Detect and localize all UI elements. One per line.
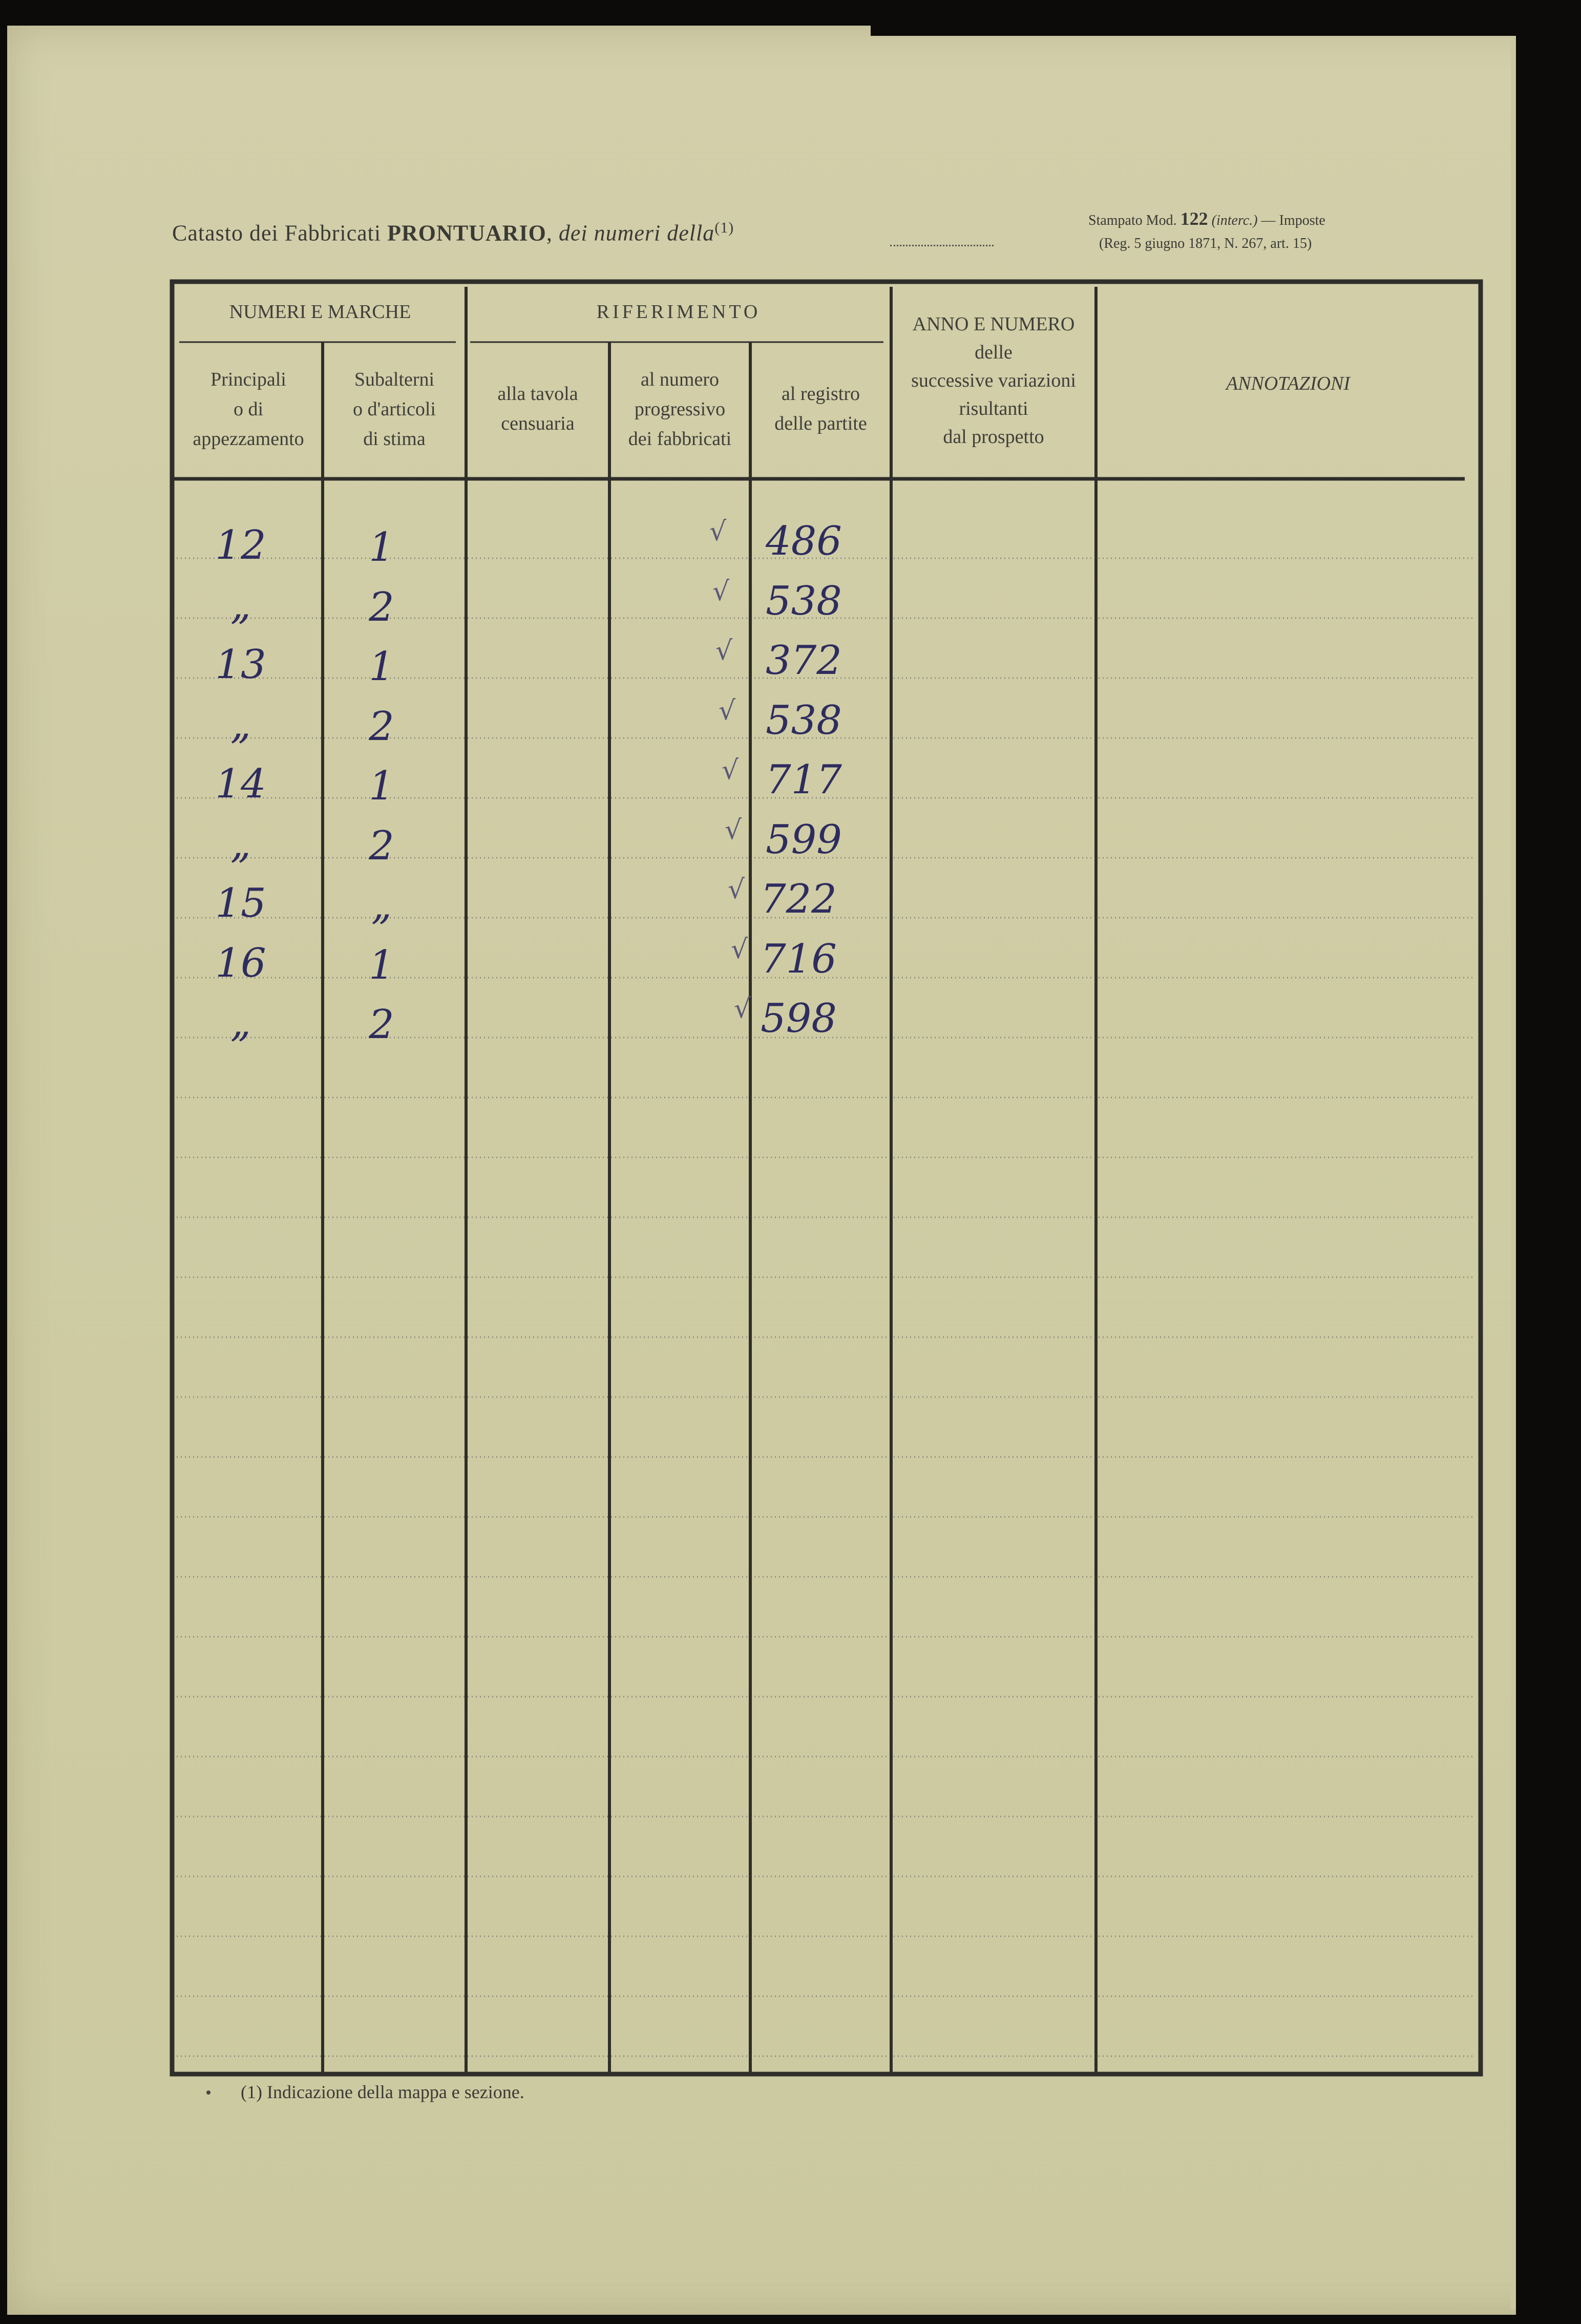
check-mark: √ [722,755,739,786]
cell-partita: 372 [766,638,842,684]
header-numeri-e-marche: NUMERI E MARCHE [229,301,411,323]
cell-partita: 598 [761,996,837,1042]
cell-partita: 716 [761,936,837,982]
header-tavola-line: censuaria [501,413,575,434]
cell-principale: „ [230,582,251,628]
check-mark: √ [709,516,727,547]
header-subalterni [323,365,466,454]
stamp-model-number: 122 [1180,208,1208,229]
header-riferimento: RIFERIMENTO [596,301,761,323]
header-progressivo-line: al numero [640,369,719,390]
cell-partita: 599 [766,816,842,863]
cell-partita: 538 [766,578,842,624]
cell-subalterno: 1 [369,644,394,690]
header-registro-line: al registro [781,383,860,405]
title-bold: PRONTUARIO [387,220,546,246]
cell-partita: 722 [761,876,837,922]
header-registro [750,379,891,438]
header-tavola [466,379,609,438]
header-subalterni-line: di stima [363,428,426,450]
header-anno-line: risultanti [959,398,1028,419]
cell-partita: 486 [766,518,842,564]
footnote-bullet [206,2090,210,2095]
header-progressivo-line: progressivo [634,398,726,420]
header-principali-line: o di [233,398,264,420]
stamp-prefix: Stampato Mod. [1088,213,1177,228]
title-prefix: Catasto dei Fabbricati [172,220,382,246]
cell-subalterno: 2 [369,584,394,630]
check-mark: √ [719,695,736,726]
header-subalterni-line: o d'articoli [353,398,436,420]
stamp-tail: — Imposte [1261,213,1325,228]
title-note-mark: (1) [714,219,734,236]
header-annotazioni: ANNOTAZIONI [1226,373,1351,394]
header-numero-progressivo [609,365,750,454]
header-registro-line: delle partite [774,413,867,434]
header-anno-line: successive variazioni [911,370,1076,391]
cell-principale: „ [230,1000,251,1046]
footnote: (1) Indicazione della mappa e sezione. [241,2082,524,2102]
header-anno-numero [891,310,1096,451]
cell-subalterno: 2 [369,703,394,750]
header-progressivo-line: dei fabbricati [628,428,732,450]
cell-principale: 15 [215,880,266,926]
cell-partita: 717 [766,757,842,803]
header-anno-line: delle [975,342,1013,363]
check-mark: √ [734,994,751,1024]
stamp-line-2: (Reg. 5 giugno 1871, N. 267, art. 15) [1099,236,1312,251]
cell-subalterno: 1 [369,942,394,988]
title-italic: dei numeri della [558,220,715,246]
header-principali-line: Principali [210,369,286,390]
header-principali [174,365,323,454]
cell-subalterno: 2 [369,1002,394,1048]
header-subalterni-line: Subalterni [354,369,435,390]
header-anno-line: ANNO E NUMERO [912,313,1075,335]
check-mark: √ [725,814,742,846]
cell-subalterno: 1 [369,763,394,809]
stamp-model-suffix: (interc.) [1211,213,1258,228]
cell-principale: 16 [215,940,266,986]
cell-principale: 13 [215,642,266,688]
check-mark: √ [728,874,745,905]
cell-subalterno: 1 [369,524,394,571]
check-mark: √ [731,934,748,965]
check-mark: √ [712,576,730,607]
cell-subalterno: „ [371,882,392,928]
cell-principale: 12 [215,522,266,568]
cell-subalterno: 2 [369,822,394,869]
form-title: Catasto dei Fabbricati PRONTUARIO, dei numeri della$^{(1)}$ [172,219,734,246]
check-mark: √ [715,636,733,666]
cell-principale: „ [230,820,251,867]
cell-principale: 14 [215,761,266,807]
header-tavola-line: alla tavola [497,383,578,405]
cell-principale: „ [230,701,251,748]
header-anno-line: dal prospetto [943,426,1044,448]
header-principali-line: appezzamento [193,428,304,450]
cell-partita: 538 [766,697,842,744]
